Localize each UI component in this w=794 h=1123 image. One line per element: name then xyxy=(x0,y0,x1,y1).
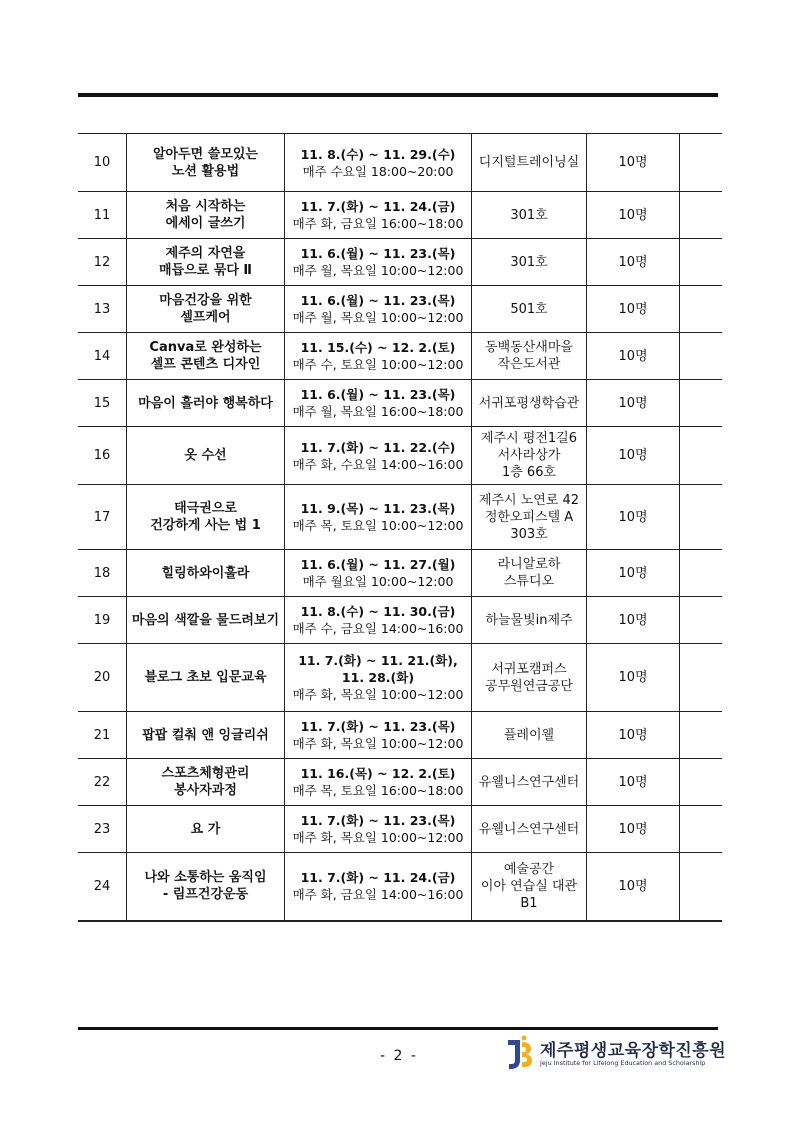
course-period xyxy=(285,134,472,192)
empty-cell xyxy=(680,134,723,192)
course-days-time: 매주 수요일 18:00~20:00 xyxy=(302,163,454,179)
course-capacity: 10명 xyxy=(587,380,680,427)
course-dates: 11. 6.(월) ~ 11. 23.(목) xyxy=(300,387,456,402)
table-row xyxy=(78,286,722,333)
course-place: 유웰니스연구센터 xyxy=(472,806,587,853)
course-days-time: 매주 화, 목요일 10:00~12:00 xyxy=(292,687,464,702)
course-table xyxy=(78,133,722,922)
course-capacity: 10명 xyxy=(587,759,680,806)
empty-cell xyxy=(680,286,723,333)
course-place: 디지털트레이닝실 xyxy=(472,134,587,192)
course-title: 스포츠체형관리 봉사자과정 xyxy=(127,759,285,806)
table-row xyxy=(78,853,722,921)
course-place: 제주시 노연로 42 정한오피스텔 A 303호 xyxy=(472,485,587,550)
empty-cell xyxy=(680,485,723,550)
course-title: 나와 소통하는 움직임 - 림프건강운동 xyxy=(127,853,285,921)
course-place: 예술공간 이아 연습실 대관 B1 xyxy=(472,853,587,921)
course-days-time: 매주 목, 토요일 16:00~18:00 xyxy=(292,783,464,798)
empty-cell xyxy=(680,427,723,485)
course-period xyxy=(285,333,472,380)
course-dates: 11. 9.(목) ~ 11. 23.(목) xyxy=(300,501,456,516)
course-period xyxy=(285,853,472,921)
course-capacity: 10명 xyxy=(587,806,680,853)
table-row xyxy=(78,806,722,853)
course-period xyxy=(285,550,472,597)
table-row xyxy=(78,380,722,427)
course-days-time: 매주 화, 수요일 14:00~16:00 xyxy=(292,456,464,472)
page-number: - 2 - xyxy=(380,1048,418,1064)
table-row xyxy=(78,644,722,712)
course-capacity: 10명 xyxy=(587,134,680,192)
course-dates: 11. 6.(월) ~ 11. 23.(목) xyxy=(300,293,456,308)
institute-name-ko: 제주평생교육장학진흥원 xyxy=(540,1041,727,1061)
table-row xyxy=(78,427,722,485)
row-number: 14 xyxy=(78,333,127,380)
course-capacity: 10명 xyxy=(587,597,680,644)
course-capacity: 10명 xyxy=(587,192,680,239)
course-dates: 11. 15.(수) ~ 12. 2.(토) xyxy=(300,340,456,355)
course-period xyxy=(285,192,472,239)
course-days-time: 매주 수, 토요일 10:00~12:00 xyxy=(292,357,464,372)
course-place: 유웰니스연구센터 xyxy=(472,759,587,806)
course-title: Canva로 완성하는 셀프 콘텐츠 디자인 xyxy=(127,333,285,380)
course-title: 블로그 초보 입문교육 xyxy=(127,644,285,712)
course-capacity: 10명 xyxy=(587,712,680,759)
course-dates: 11. 6.(월) ~ 11. 23.(목) xyxy=(300,246,456,261)
empty-cell xyxy=(680,759,723,806)
row-number: 19 xyxy=(78,597,127,644)
course-dates: 11. 7.(화) ~ 11. 21.(화), 11. 28.(화) xyxy=(298,653,458,685)
row-number: 21 xyxy=(78,712,127,759)
row-number: 23 xyxy=(78,806,127,853)
course-days-time: 매주 목, 토요일 10:00~12:00 xyxy=(292,518,464,533)
course-title: 제주의 자연을 매듭으로 묶다 Ⅱ xyxy=(127,239,285,286)
empty-cell xyxy=(680,333,723,380)
course-capacity: 10명 xyxy=(587,286,680,333)
table-row xyxy=(78,485,722,550)
empty-cell xyxy=(680,597,723,644)
row-number: 12 xyxy=(78,239,127,286)
row-number: 18 xyxy=(78,550,127,597)
course-place: 501호 xyxy=(472,286,587,333)
course-dates: 11. 7.(화) ~ 11. 24.(금) xyxy=(300,870,456,886)
course-period xyxy=(285,380,472,427)
empty-cell xyxy=(680,550,723,597)
table-row xyxy=(78,192,722,239)
course-days-time: 매주 수, 금요일 14:00~16:00 xyxy=(292,621,464,636)
course-dates: 11. 7.(화) ~ 11. 23.(목) xyxy=(300,719,456,734)
row-number: 15 xyxy=(78,380,127,427)
course-period xyxy=(285,806,472,853)
table-row xyxy=(78,333,722,380)
course-dates: 11. 8.(수) ~ 11. 29.(수) xyxy=(300,146,456,162)
course-dates: 11. 16.(목) ~ 12. 2.(토) xyxy=(300,766,456,781)
course-period xyxy=(285,286,472,333)
table-row xyxy=(78,712,722,759)
course-table-body xyxy=(78,134,722,921)
course-dates: 11. 7.(화) ~ 11. 22.(수) xyxy=(300,439,456,455)
course-place: 서귀포평생학습관 xyxy=(472,380,587,427)
institute-name-en: Jeju Institute for Lifelong Education and Scholarship xyxy=(540,1059,706,1067)
course-title: 마음의 색깔을 물드려보기 xyxy=(127,597,285,644)
course-period xyxy=(285,597,472,644)
course-title: 처음 시작하는 에세이 글쓰기 xyxy=(127,192,285,239)
empty-cell xyxy=(680,380,723,427)
table-row xyxy=(78,550,722,597)
table-row xyxy=(78,134,722,192)
course-dates: 11. 6.(월) ~ 11. 27.(월) xyxy=(300,557,456,572)
course-place: 라니알로하 스튜디오 xyxy=(472,550,587,597)
course-capacity: 10명 xyxy=(587,550,680,597)
table-row xyxy=(78,759,722,806)
footer-rule xyxy=(78,1027,718,1030)
course-capacity: 10명 xyxy=(587,853,680,921)
empty-cell xyxy=(680,239,723,286)
table-row xyxy=(78,239,722,286)
course-days-time: 매주 월, 목요일 10:00~12:00 xyxy=(292,263,464,278)
course-place: 제주시 평전1길6 서사라상가 1층 66호 xyxy=(472,427,587,485)
course-capacity: 10명 xyxy=(587,644,680,712)
row-number: 11 xyxy=(78,192,127,239)
course-place: 301호 xyxy=(472,239,587,286)
course-title: 알아두면 쓸모있는 노션 활용법 xyxy=(127,134,285,192)
table-row xyxy=(78,597,722,644)
course-capacity: 10명 xyxy=(587,239,680,286)
course-days-time: 매주 화, 금요일 16:00~18:00 xyxy=(292,216,464,231)
course-capacity: 10명 xyxy=(587,333,680,380)
institute-logo xyxy=(504,1034,727,1072)
course-period xyxy=(285,485,472,550)
course-days-time: 매주 월요일 10:00~12:00 xyxy=(302,574,454,589)
course-title: 마음건강을 위한 셀프케어 xyxy=(127,286,285,333)
course-days-time: 매주 월, 목요일 10:00~12:00 xyxy=(292,310,464,325)
course-title: 마음이 흘러야 행복하다 xyxy=(127,380,285,427)
row-number: 16 xyxy=(78,427,127,485)
course-capacity: 10명 xyxy=(587,427,680,485)
course-days-time: 매주 화, 목요일 10:00~12:00 xyxy=(292,736,464,751)
course-place: 301호 xyxy=(472,192,587,239)
empty-cell xyxy=(680,644,723,712)
empty-cell xyxy=(680,192,723,239)
course-dates: 11. 7.(화) ~ 11. 23.(목) xyxy=(300,813,456,828)
course-place: 서귀포캠퍼스 공무원연금공단 xyxy=(472,644,587,712)
course-place: 하늘물빛in제주 xyxy=(472,597,587,644)
institute-logo-icon xyxy=(504,1034,534,1072)
course-period xyxy=(285,712,472,759)
course-days-time: 매주 화, 금요일 14:00~16:00 xyxy=(292,887,464,903)
course-title: 요 가 xyxy=(127,806,285,853)
empty-cell xyxy=(680,712,723,759)
header-rule xyxy=(78,93,718,97)
course-period xyxy=(285,759,472,806)
row-number: 13 xyxy=(78,286,127,333)
row-number: 24 xyxy=(78,853,127,921)
course-days-time: 매주 화, 목요일 10:00~12:00 xyxy=(292,830,464,845)
course-title: 태극권으로 건강하게 사는 법 1 xyxy=(127,485,285,550)
course-period xyxy=(285,239,472,286)
empty-cell xyxy=(680,853,723,921)
course-title: 옷 수선 xyxy=(127,427,285,485)
course-place: 플레이웰 xyxy=(472,712,587,759)
row-number: 17 xyxy=(78,485,127,550)
row-number: 10 xyxy=(78,134,127,192)
course-dates: 11. 7.(화) ~ 11. 24.(금) xyxy=(300,199,456,214)
course-period xyxy=(285,427,472,485)
course-capacity: 10명 xyxy=(587,485,680,550)
row-number: 20 xyxy=(78,644,127,712)
course-title: 팝팝 컬춰 앤 잉글리쉬 xyxy=(127,712,285,759)
course-title: 힐링하와이훌라 xyxy=(127,550,285,597)
course-days-time: 매주 월, 목요일 16:00~18:00 xyxy=(292,404,464,419)
course-place: 동백동산새마을 작은도서관 xyxy=(472,333,587,380)
empty-cell xyxy=(680,806,723,853)
course-period xyxy=(285,644,472,712)
row-number: 22 xyxy=(78,759,127,806)
course-dates: 11. 8.(수) ~ 11. 30.(금) xyxy=(300,604,456,619)
